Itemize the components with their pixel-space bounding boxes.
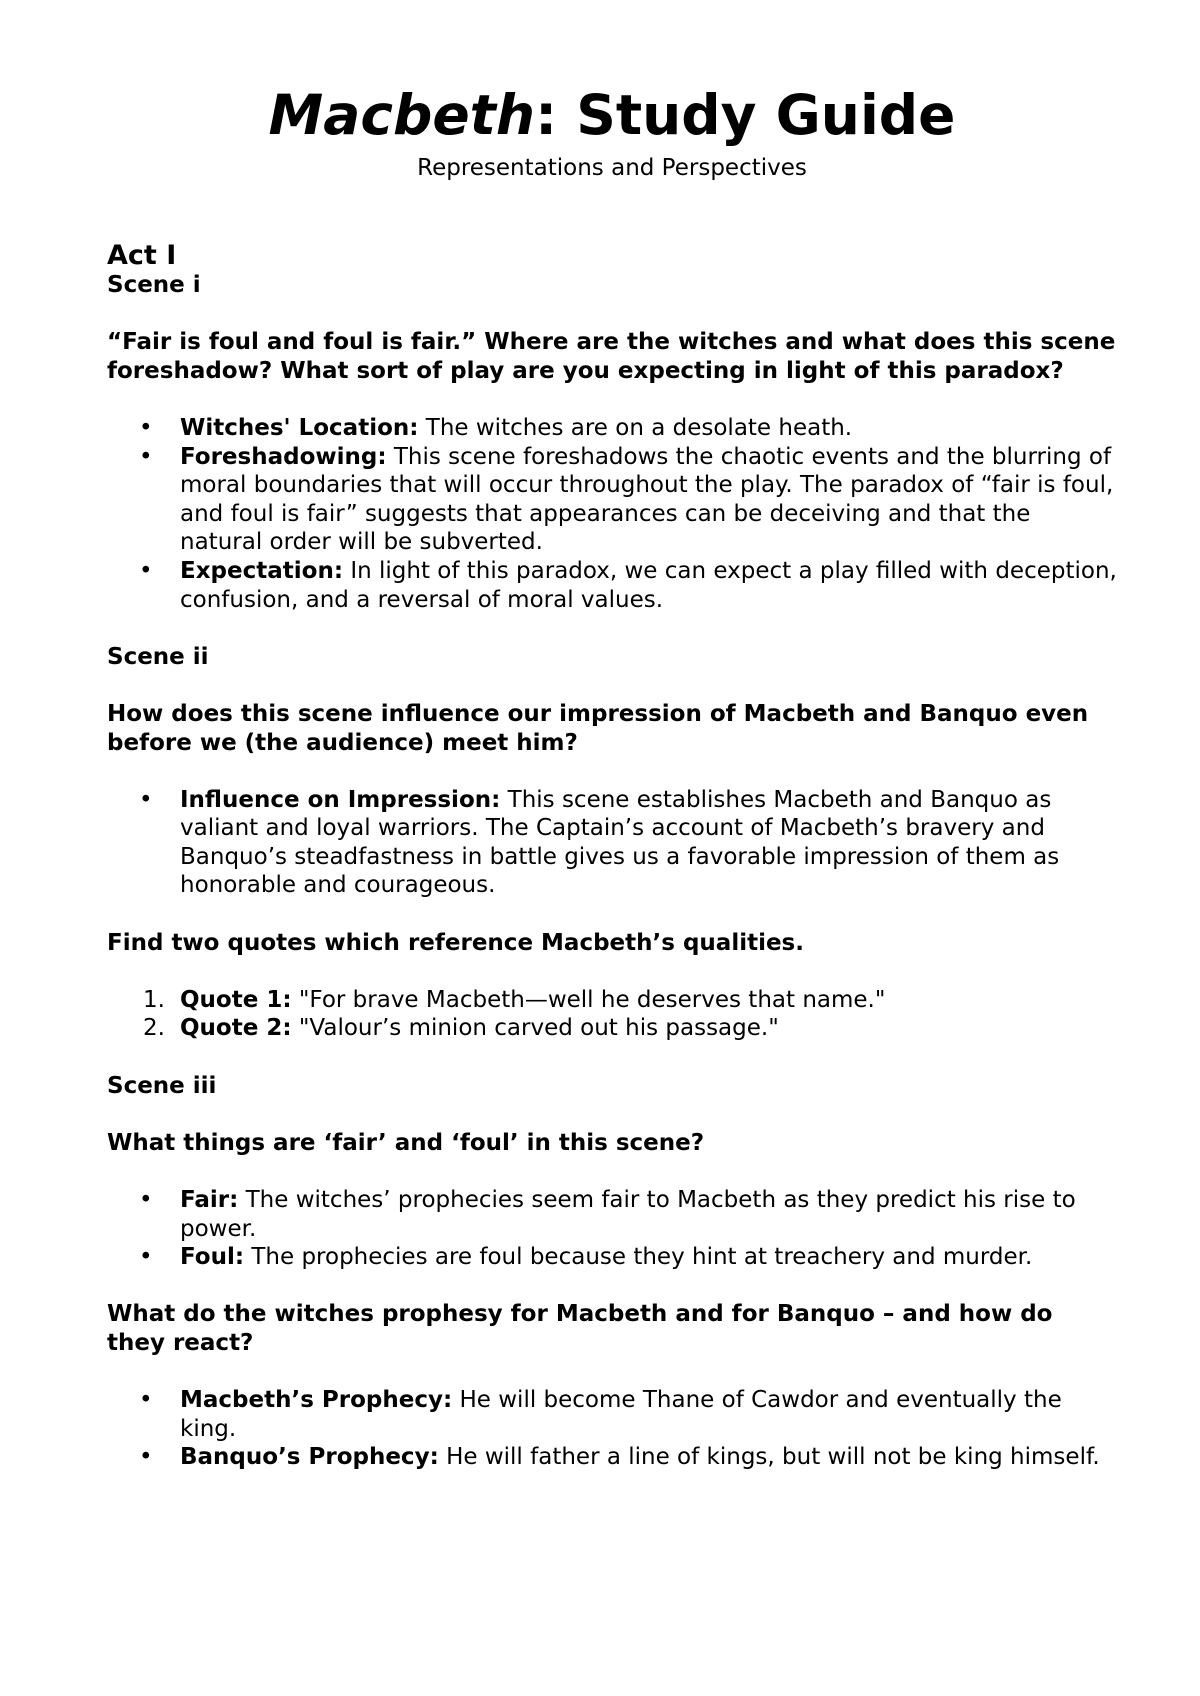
scene-3-question-2: What do the witches prophesy for Macbeth and for Banquo – and how do they react? [107,1301,1053,1356]
bullet-marker: • [139,414,153,441]
list-item: • Macbeth’s Prophecy: He will become Thane of Cawdor and eventually the king. [139,1387,1062,1442]
list-item: • Influence on Impression: This scene establishes Macbeth and Banquo as valiant and loyal warriors. The Captain’s account of Macbeth’s bravery and Banquo’s steadfastness in battle gives us a favorable impression of them as honorable and courageous. [139,786,1060,899]
list-item: 2. Quote 2: "Valour’s minion carved out his passage." [143,1015,779,1042]
bullet-marker: • [139,1387,153,1414]
scene-3-bullet-list-1 [107,1186,1117,1272]
list-item: • Foreshadowing: This scene foreshadows the chaotic events and the blurring of moral boundaries that will occur throughout the play. The paradox of “fair is foul, and foul is fair” suggests that appearances can be deceiving and that the natural order will be subverted. [139,443,1114,556]
scene-1-bullet-list [107,414,1117,614]
scene-1-heading: Scene i [107,272,201,298]
scene-2-bullet-list [107,786,1117,900]
scene-2-heading: Scene ii [107,643,209,670]
document-subtitle: Representations and Perspectives [417,155,807,181]
scene-2-question-1: How does this scene influence our impression of Macbeth and Banquo even before we (the audience) meet him? [107,700,1089,756]
title-italic: Macbeth [268,83,536,147]
scene-2-question-2: Find two quotes which reference Macbeth’s qualities. [107,929,804,956]
list-number: 2. [143,1015,165,1042]
scene-3-bullet-list-2 [107,1386,1117,1472]
list-number: 1. [143,986,165,1013]
document-title [107,85,1117,146]
scene-3-heading: Scene iii [107,1072,217,1099]
act-heading: Act I [107,240,177,271]
bullet-marker: • [139,1444,153,1471]
bullet-marker: • [139,557,153,584]
list-item: • Foul: The prophecies are foul because they hint at treachery and murder. [139,1244,1033,1271]
bullet-marker: • [139,1244,153,1271]
list-item: • Banquo’s Prophecy: He will father a line of kings, but will not be king himself. [139,1444,1100,1471]
document-body [107,241,1117,1472]
bullet-marker: • [139,1187,153,1213]
title-rest: : Study Guide [535,83,956,147]
list-item: 1. Quote 1: "For brave Macbeth—well he deserves that name." [143,986,886,1013]
list-item: • Fair: The witches’ prophecies seem fair to Macbeth as they predict his rise to power. [139,1187,1076,1242]
scene-3-question-1: What things are ‘fair’ and ‘foul’ in this scene? [107,1129,705,1156]
list-item: • Expectation: In light of this paradox, we can expect a play filled with deception, confusion, and a reversal of moral values. [139,557,1117,613]
bullet-marker: • [139,443,153,470]
scene-1-question: “Fair is foul and foul is fair.” Where are the witches and what does this scene foreshadow? What sort of play are you expecting in light of this paradox? [107,329,1116,384]
bullet-marker: • [139,786,153,813]
scene-2-quote-list [107,986,1117,1043]
list-item: • Witches' Location: The witches are on a desolate heath. [139,414,853,441]
